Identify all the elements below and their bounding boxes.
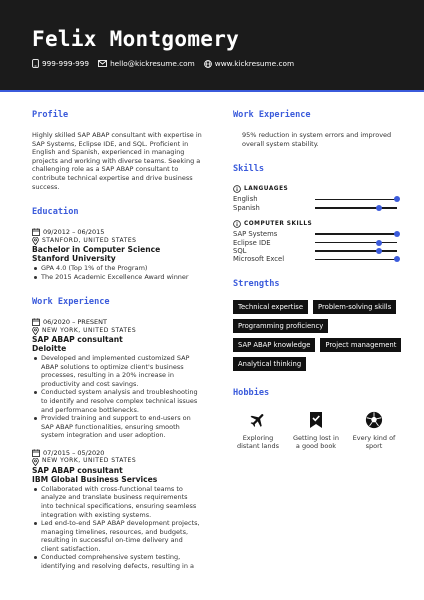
email-contact[interactable] <box>98 59 195 68</box>
experience-continued-title: Work Experience <box>233 110 311 120</box>
globe-icon <box>204 60 212 68</box>
airplane-icon <box>249 409 267 431</box>
experience-continued-section <box>233 110 401 148</box>
skill-level-bar <box>315 207 397 209</box>
hobby-list <box>233 409 399 451</box>
hobby-label: Getting lost in a good book <box>293 433 339 450</box>
experience-role: SAP ABAP consultant <box>32 465 123 475</box>
skill-group <box>233 185 401 212</box>
strength-tag: Technical expertise <box>233 300 308 314</box>
skill-level-knob <box>376 240 382 246</box>
hobbies-title: Hobbies <box>233 387 270 398</box>
skill-level-bar <box>315 233 397 235</box>
skill-level-knob <box>394 196 400 202</box>
list-item: Provided training and support to end-users on SAP ABAP functionalities, ensuring smooth system integration and user adoption. <box>32 414 202 440</box>
experience-company: IBM Global Business Services <box>32 474 158 484</box>
header-accent-line <box>0 90 424 92</box>
skill-name: Eclipse IDE <box>233 238 271 247</box>
left-column <box>32 110 202 571</box>
strength-tag: Programming proficiency <box>233 319 328 333</box>
contact-bar <box>32 59 298 68</box>
info-icon <box>233 220 241 228</box>
info-icon <box>233 185 241 193</box>
skill-level-knob <box>394 231 400 237</box>
experience-company: Deloitte <box>32 343 67 353</box>
education-degree: Bachelor in Computer Science <box>32 244 161 254</box>
education-location <box>32 237 202 245</box>
skill-level-knob <box>376 248 382 254</box>
skill-row <box>233 247 401 255</box>
list-item: GPA 4.0 (Top 1% of the Program) <box>32 264 202 273</box>
hobby-item <box>233 409 283 451</box>
hobby-item <box>349 409 399 451</box>
list-item: Developed and implemented customized SAP ABAP solutions to optimize client's business processes, resulting in a 20% increase in productivity and cost savings. <box>32 354 202 388</box>
location-pin-icon <box>32 237 39 245</box>
right-column <box>233 110 401 450</box>
bookmark-icon <box>308 409 324 431</box>
skill-row <box>233 238 401 246</box>
hobby-item <box>291 409 341 451</box>
education-title: Education <box>32 207 79 218</box>
strength-tag: Problem-solving skills <box>313 300 396 314</box>
strength-tag: SAP ABAP knowledge <box>233 338 315 352</box>
skill-name: Microsoft Excel <box>233 255 285 264</box>
website-contact[interactable] <box>204 59 294 68</box>
experience-dates-text: 07/2015 – 05/2020 <box>43 448 105 457</box>
phone-contact[interactable] <box>32 59 89 68</box>
strength-tags <box>233 300 403 371</box>
profile-title: Profile <box>32 110 69 120</box>
skill-level-bar <box>315 259 397 261</box>
experience-title: Work Experience <box>32 297 110 308</box>
list-item: Collaborated with cross-functional teams to analyze and translate business requirements into technical specifications, ensuring seamless integration with existing systems. <box>32 485 202 519</box>
skill-level-bar <box>315 250 397 252</box>
skill-name: Spanish <box>233 203 260 212</box>
phone-text: 999-999-999 <box>42 59 90 68</box>
education-dates-text: 09/2012 – 06/2015 <box>43 228 105 237</box>
skill-name: English <box>233 195 258 204</box>
list-item: Led end-to-end SAP ABAP development projects, managing timelines, resources, and budgets, resulting in successful on-time delivery and client satisfaction. <box>32 519 202 553</box>
experience-dates <box>32 449 202 457</box>
strength-tag: Project management <box>320 338 401 352</box>
calendar-icon <box>32 228 40 236</box>
skill-row <box>233 195 401 203</box>
list-item: Conducted system analysis and troubleshooting to identify and resolve complex technical issues and performance bottlenecks. <box>32 388 202 414</box>
experience-location <box>32 457 202 465</box>
experience-role: SAP ABAP consultant <box>32 334 123 344</box>
experience-dates <box>32 318 202 326</box>
mail-icon <box>98 60 107 67</box>
profile-section <box>32 110 202 191</box>
skill-row <box>233 230 401 238</box>
experience-bullets <box>32 354 202 440</box>
experience-item <box>32 318 202 440</box>
location-pin-icon <box>32 458 39 466</box>
education-section <box>32 207 202 281</box>
education-bullets <box>32 264 202 281</box>
skill-row <box>233 255 401 263</box>
hobbies-section <box>233 388 401 451</box>
skill-name: SAP Systems <box>233 230 278 239</box>
hobby-label: Every kind of sport <box>352 433 396 450</box>
website-text: www.kickresume.com <box>214 59 295 68</box>
education-item <box>32 228 202 281</box>
skill-row <box>233 204 401 212</box>
skill-level-bar <box>315 199 397 201</box>
strength-tag: Analytical thinking <box>233 357 306 371</box>
candidate-name: Felix Montgomery <box>32 27 240 51</box>
skills-title: Skills <box>233 164 265 175</box>
resume-header <box>0 0 424 90</box>
skill-group <box>233 220 401 264</box>
education-location-text: STANFORD, UNITED STATES <box>42 236 137 244</box>
skill-name: SQL <box>233 246 247 255</box>
skill-level-knob <box>376 205 382 211</box>
experience-section <box>32 297 202 571</box>
skill-group-heading <box>233 185 401 193</box>
profile-text: Highly skilled SAP ABAP consultant with expertise in SAP Systems, Eclipse IDE, and SQL. Proficient in English and Spanish, experienced in managing projects and working with diverse teams. Seeking a challenging role as a SAP ABAP consultant to contribute technical expertise and drive business success. <box>32 131 202 191</box>
experience-location-text: NEW YORK, UNITED STATES <box>42 457 137 465</box>
experience-dates-text: 06/2020 – PRESENT <box>43 318 107 327</box>
calendar-icon <box>32 318 40 326</box>
education-school: Stanford University <box>32 253 116 263</box>
strengths-section <box>233 279 401 371</box>
experience-bullets <box>32 485 202 571</box>
experience-location <box>32 327 202 335</box>
location-pin-icon <box>32 327 39 335</box>
skill-group-heading-text: LANGUAGES <box>244 186 289 193</box>
experience-location-text: NEW YORK, UNITED STATES <box>42 326 137 334</box>
skills-section <box>233 164 401 263</box>
education-dates <box>32 228 202 236</box>
skill-group-heading-text: COMPUTER SKILLS <box>244 220 313 227</box>
experience-continued-text: 95% reduction in system errors and improved overall system stability. <box>242 131 392 148</box>
strengths-title: Strengths <box>233 278 280 289</box>
email-text: hello@kickresume.com <box>110 59 195 68</box>
calendar-icon <box>32 449 40 457</box>
phone-icon <box>32 59 39 68</box>
skill-group-heading <box>233 220 401 228</box>
skill-level-bar <box>315 242 397 244</box>
list-item: The 2015 Academic Excellence Award winner <box>32 273 202 282</box>
hobby-label: Exploring distant lands <box>236 433 279 450</box>
list-item: Conducted comprehensive system testing, identifying and resolving defects, resulting in a <box>32 553 202 570</box>
soccer-ball-icon <box>365 409 383 431</box>
skill-level-knob <box>394 256 400 262</box>
experience-item <box>32 449 202 571</box>
